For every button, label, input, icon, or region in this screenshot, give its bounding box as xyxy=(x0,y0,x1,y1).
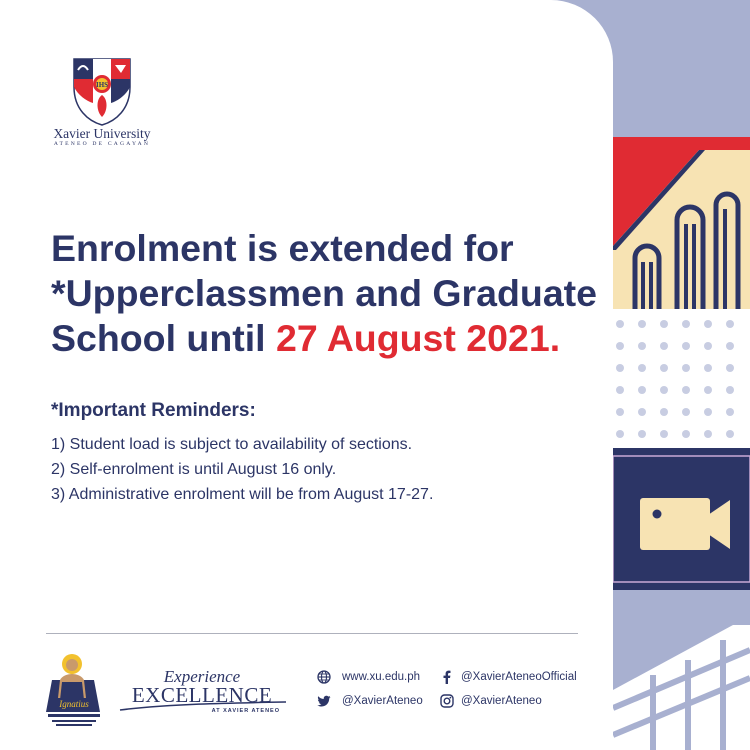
reminder-item: 1) Student load is subject to availability of sections. xyxy=(51,436,413,453)
at-xavier-ateneo-text: AT XAVIER ATENEO xyxy=(211,708,280,714)
reminders-list xyxy=(51,432,433,507)
headline-date: 27 August 2021. xyxy=(275,317,561,359)
headline-line-3: School until xyxy=(51,317,276,359)
globe-icon xyxy=(317,670,331,684)
university-subtitle: ATENEO DE CAGAYAN xyxy=(53,141,151,147)
reminder-item: 3) Administrative enrolment will be from August 17-27. xyxy=(51,486,434,503)
instagram-icon xyxy=(440,694,454,708)
headline-line-1: Enrolment is extended for xyxy=(51,227,514,269)
headline-line-2: *Upperclassmen and Graduate xyxy=(51,272,598,314)
instagram-link[interactable]: @XavierAteneo xyxy=(461,695,542,707)
facebook-icon xyxy=(440,670,454,684)
website-link[interactable]: www.xu.edu.ph xyxy=(342,671,420,683)
decorative-panel xyxy=(613,0,750,750)
experience-text: Experience xyxy=(163,667,241,686)
headline xyxy=(51,226,611,361)
svg-text:Ignatius: Ignatius xyxy=(59,699,89,709)
twitter-link[interactable]: @XavierAteneo xyxy=(342,695,423,707)
svg-text:IHS: IHS xyxy=(95,81,109,89)
ignatius-500-logo xyxy=(42,650,106,730)
excellence-text: EXCELLENCE xyxy=(131,683,273,707)
university-crest-logo xyxy=(72,57,132,127)
footer-divider xyxy=(46,633,578,634)
twitter-icon xyxy=(317,694,331,708)
facebook-link[interactable]: @XavierAteneoOfficial xyxy=(461,671,577,683)
university-name: Xavier University xyxy=(53,126,151,141)
reminder-item: 2) Self-enrolment is until August 16 only. xyxy=(51,461,337,478)
reminders-title: *Important Reminders: xyxy=(51,400,256,421)
decorative-art xyxy=(613,0,750,750)
